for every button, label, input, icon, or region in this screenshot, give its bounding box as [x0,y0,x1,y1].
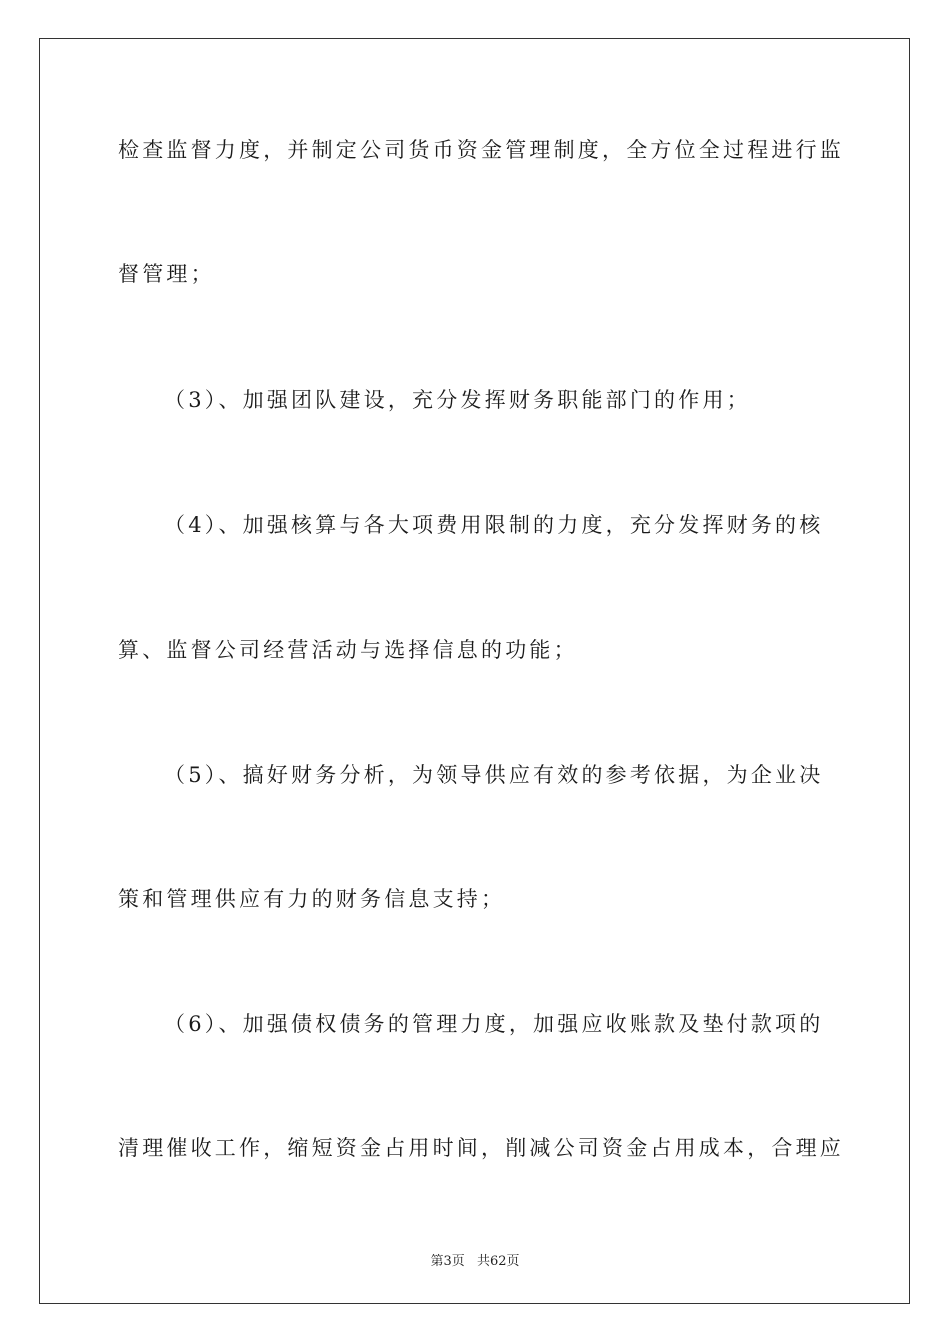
text-line: （3）、加强团队建设，充分发挥财务职能部门的作用； [164,388,751,412]
text-line: 清理催收工作，缩短资金占用时间，削减公司资金占用成本，合理应 [118,1136,844,1160]
text-line: （6）、加强债权债务的管理力度，加强应收账款及垫付款项的 [164,1012,824,1036]
text-line: 策和管理供应有力的财务信息支持； [118,887,506,911]
page-number-current: 第3页 [430,1254,465,1269]
text-line: 算、监督公司经营活动与选择信息的功能； [118,638,578,662]
page-footer [0,1250,950,1269]
text-line: 检查监督力度，并制定公司货币资金管理制度，全方位全过程进行监 [118,138,844,162]
text-line: （5）、搞好财务分析，为领导供应有效的参考依据，为企业决 [164,763,824,787]
page-border [39,38,910,1304]
text-line: 督管理； [118,262,215,286]
page-number-total: 共62页 [476,1254,520,1269]
text-line: （4）、加强核算与各大项费用限制的力度，充分发挥财务的核 [164,513,824,537]
